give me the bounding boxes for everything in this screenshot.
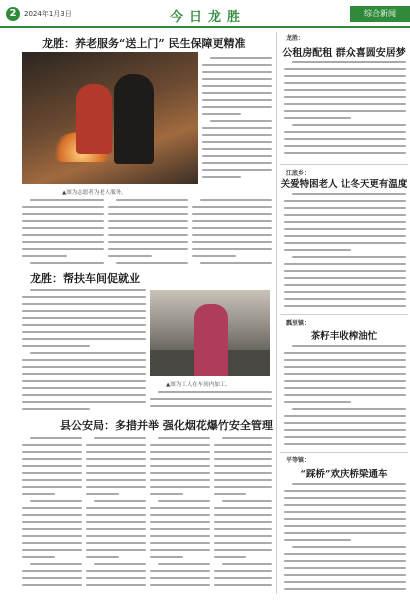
text-line xyxy=(22,581,82,588)
article-2-body-left xyxy=(22,286,146,412)
right-story-2-body xyxy=(284,190,406,312)
text-line xyxy=(22,286,146,293)
text-line xyxy=(22,448,82,455)
text-line xyxy=(22,434,82,441)
text-line xyxy=(108,196,188,203)
text-line xyxy=(22,363,146,370)
newspaper-name: 今日龙胜 xyxy=(170,10,247,25)
text-line xyxy=(284,100,406,107)
article-1-body-col1 xyxy=(22,196,104,266)
right-story-1-kicker: 龙胜： xyxy=(286,35,305,42)
text-line xyxy=(86,455,146,462)
text-line xyxy=(214,504,272,511)
text-line xyxy=(108,259,188,266)
text-line xyxy=(150,490,210,497)
text-line xyxy=(86,560,146,567)
text-line xyxy=(108,252,188,259)
text-line xyxy=(284,79,406,86)
text-line xyxy=(192,252,272,259)
text-line xyxy=(22,210,104,217)
text-line xyxy=(284,494,406,501)
text-line xyxy=(150,441,210,448)
text-line xyxy=(86,490,146,497)
text-line xyxy=(214,532,272,539)
volunteer-figure xyxy=(76,84,112,154)
text-line xyxy=(22,384,146,391)
text-line xyxy=(22,560,82,567)
text-line xyxy=(202,145,272,152)
text-line xyxy=(284,391,406,398)
text-line xyxy=(86,546,146,553)
article-1-headline: 龙胜：养老服务“送上门” 民生保障更精准 xyxy=(42,37,246,50)
text-line xyxy=(108,217,188,224)
text-line xyxy=(284,197,406,204)
text-line xyxy=(284,363,406,370)
section-tag: 综合新闻 xyxy=(350,6,410,22)
text-line xyxy=(192,238,272,245)
right-story-3-kicker: 瓢里镇： xyxy=(286,320,311,327)
text-line xyxy=(214,574,272,581)
text-line xyxy=(284,218,406,225)
text-line xyxy=(22,525,82,532)
text-line xyxy=(284,149,406,156)
text-line xyxy=(86,483,146,490)
text-line xyxy=(192,217,272,224)
text-line xyxy=(150,497,210,504)
text-line xyxy=(22,342,146,349)
text-line xyxy=(22,203,104,210)
text-line xyxy=(284,508,406,515)
text-line xyxy=(150,560,210,567)
right-story-3-headline: 茶籽丰收榨油忙 xyxy=(310,331,378,342)
text-line xyxy=(150,574,210,581)
text-line xyxy=(284,135,406,142)
text-line xyxy=(150,434,210,441)
text-line xyxy=(284,585,406,592)
text-line xyxy=(22,321,146,328)
publication-date: 2024年1月3日 xyxy=(24,10,72,18)
text-line xyxy=(150,525,210,532)
text-line xyxy=(202,103,272,110)
text-line xyxy=(22,539,82,546)
text-line xyxy=(86,434,146,441)
text-line xyxy=(202,110,272,117)
text-line xyxy=(284,128,406,135)
text-line xyxy=(284,121,406,128)
text-line xyxy=(284,281,406,288)
worker-figure xyxy=(194,304,228,376)
text-line xyxy=(108,238,188,245)
text-line xyxy=(22,231,104,238)
text-line xyxy=(202,96,272,103)
article-1-body-right xyxy=(202,54,272,182)
text-line xyxy=(214,511,272,518)
text-line xyxy=(86,581,146,588)
text-line xyxy=(22,546,82,553)
article-1-photo xyxy=(22,52,198,184)
text-line xyxy=(202,75,272,82)
text-line xyxy=(22,469,82,476)
text-line xyxy=(202,124,272,131)
text-line xyxy=(86,532,146,539)
article-3-body-col2 xyxy=(86,434,146,594)
text-line xyxy=(150,553,210,560)
text-line xyxy=(150,462,210,469)
text-line xyxy=(284,536,406,543)
text-line xyxy=(214,560,272,567)
text-line xyxy=(284,225,406,232)
text-line xyxy=(150,483,210,490)
text-line xyxy=(150,539,210,546)
text-line xyxy=(214,469,272,476)
elder-figure xyxy=(114,74,154,164)
text-line xyxy=(22,328,146,335)
text-line xyxy=(284,550,406,557)
text-line xyxy=(214,490,272,497)
text-line xyxy=(202,159,272,166)
text-line xyxy=(284,433,406,440)
text-line xyxy=(192,259,272,266)
masthead-rule xyxy=(0,26,410,28)
text-line xyxy=(22,490,82,497)
text-line xyxy=(284,72,406,79)
text-line xyxy=(214,434,272,441)
text-line xyxy=(284,384,406,391)
text-line xyxy=(22,224,104,231)
text-line xyxy=(150,455,210,462)
text-line xyxy=(284,480,406,487)
article-2-caption: ▲图为工人在车间内加工。 xyxy=(166,382,231,388)
text-line xyxy=(214,462,272,469)
text-line xyxy=(284,405,406,412)
text-line xyxy=(284,253,406,260)
text-line xyxy=(214,476,272,483)
text-line xyxy=(202,152,272,159)
text-line xyxy=(284,501,406,508)
text-line xyxy=(22,335,146,342)
article-3-body-col4 xyxy=(214,434,272,594)
text-line xyxy=(22,497,82,504)
text-line xyxy=(284,571,406,578)
text-line xyxy=(150,402,272,409)
text-line xyxy=(284,377,406,384)
text-line xyxy=(22,259,104,266)
text-line xyxy=(86,476,146,483)
text-line xyxy=(22,314,146,321)
text-line xyxy=(284,522,406,529)
text-line xyxy=(22,356,146,363)
text-line xyxy=(284,65,406,72)
article-2-body-right xyxy=(150,388,272,412)
text-line xyxy=(284,86,406,93)
right-story-2-kicker: 江底乡： xyxy=(286,170,311,177)
text-line xyxy=(150,395,272,402)
text-line xyxy=(150,448,210,455)
text-line xyxy=(214,455,272,462)
article-2-photo xyxy=(150,290,270,376)
text-line xyxy=(284,349,406,356)
text-line xyxy=(108,231,188,238)
text-line xyxy=(22,245,104,252)
text-line xyxy=(22,483,82,490)
text-line xyxy=(86,504,146,511)
text-line xyxy=(214,497,272,504)
right-divider-2 xyxy=(280,314,408,315)
right-story-4-headline: “踩桥”欢庆桥梁通车 xyxy=(300,469,388,480)
text-line xyxy=(202,68,272,75)
right-story-4-kicker: 平等镇： xyxy=(286,457,311,464)
text-line xyxy=(214,441,272,448)
text-line xyxy=(192,210,272,217)
text-line xyxy=(86,448,146,455)
text-line xyxy=(86,511,146,518)
text-line xyxy=(86,469,146,476)
article-2-headline: 龙胜：帮扶车间促就业 xyxy=(30,272,140,285)
text-line xyxy=(284,515,406,522)
right-story-4-body xyxy=(284,480,406,594)
text-line xyxy=(86,567,146,574)
text-line xyxy=(22,455,82,462)
text-line xyxy=(86,497,146,504)
text-line xyxy=(284,288,406,295)
article-1-caption: ▲图为志愿者为老人服务。 xyxy=(62,190,127,196)
text-line xyxy=(284,239,406,246)
text-line xyxy=(150,518,210,525)
article-3-body-col3 xyxy=(150,434,210,594)
text-line xyxy=(22,504,82,511)
text-line xyxy=(284,274,406,281)
text-line xyxy=(192,245,272,252)
text-line xyxy=(192,203,272,210)
text-line xyxy=(22,462,82,469)
text-line xyxy=(150,504,210,511)
text-line xyxy=(284,557,406,564)
text-line xyxy=(284,529,406,536)
text-line xyxy=(22,238,104,245)
text-line xyxy=(214,546,272,553)
text-line xyxy=(22,252,104,259)
text-line xyxy=(284,142,406,149)
right-divider-3 xyxy=(280,452,408,453)
right-story-2-headline: 关爱特困老人 让冬天更有温度 xyxy=(280,179,408,190)
text-line xyxy=(284,232,406,239)
text-line xyxy=(22,532,82,539)
text-line xyxy=(192,196,272,203)
right-story-1-body xyxy=(284,58,406,162)
text-line xyxy=(22,574,82,581)
text-line xyxy=(86,539,146,546)
text-line xyxy=(22,293,146,300)
text-line xyxy=(284,260,406,267)
article-3-body-col1 xyxy=(22,434,82,594)
text-line xyxy=(284,267,406,274)
text-line xyxy=(284,370,406,377)
text-line xyxy=(202,173,272,180)
text-line xyxy=(284,440,406,447)
text-line xyxy=(284,204,406,211)
text-line xyxy=(284,419,406,426)
text-line xyxy=(108,245,188,252)
text-line xyxy=(214,539,272,546)
text-line xyxy=(150,476,210,483)
text-line xyxy=(22,307,146,314)
text-line xyxy=(202,61,272,68)
text-line xyxy=(22,377,146,384)
text-line xyxy=(284,114,406,121)
text-line xyxy=(284,578,406,585)
text-line xyxy=(284,543,406,550)
right-story-1-headline: 公租房配租 群众喜圆安居梦 xyxy=(282,48,406,59)
text-line xyxy=(214,518,272,525)
text-line xyxy=(86,518,146,525)
column-divider xyxy=(276,32,277,594)
text-line xyxy=(202,54,272,61)
text-line xyxy=(284,342,406,349)
text-line xyxy=(22,553,82,560)
text-line xyxy=(150,388,272,395)
article-1-body-col2 xyxy=(108,196,188,266)
text-line xyxy=(284,58,406,65)
text-line xyxy=(86,462,146,469)
text-line xyxy=(284,356,406,363)
text-line xyxy=(284,426,406,433)
text-line xyxy=(150,581,210,588)
text-line xyxy=(192,224,272,231)
text-line xyxy=(86,553,146,560)
text-line xyxy=(150,511,210,518)
text-line xyxy=(214,553,272,560)
text-line xyxy=(214,483,272,490)
text-line xyxy=(202,166,272,173)
text-line xyxy=(22,518,82,525)
text-line xyxy=(150,532,210,539)
text-line xyxy=(214,581,272,588)
text-line xyxy=(22,405,146,412)
text-line xyxy=(284,246,406,253)
right-story-3-body xyxy=(284,342,406,450)
page-number: 2 xyxy=(6,7,20,21)
text-line xyxy=(202,117,272,124)
text-line xyxy=(214,448,272,455)
text-line xyxy=(284,190,406,197)
masthead xyxy=(0,0,410,28)
text-line xyxy=(22,476,82,483)
text-line xyxy=(202,131,272,138)
text-line xyxy=(86,574,146,581)
text-line xyxy=(192,231,272,238)
text-line xyxy=(22,567,82,574)
text-line xyxy=(86,441,146,448)
text-line xyxy=(284,302,406,309)
text-line xyxy=(22,441,82,448)
text-line xyxy=(108,210,188,217)
text-line xyxy=(22,217,104,224)
text-line xyxy=(284,564,406,571)
text-line xyxy=(202,138,272,145)
text-line xyxy=(86,525,146,532)
text-line xyxy=(214,525,272,532)
text-line xyxy=(284,412,406,419)
text-line xyxy=(22,196,104,203)
article-1-body-col3 xyxy=(192,196,272,266)
text-line xyxy=(284,487,406,494)
text-line xyxy=(284,107,406,114)
text-line xyxy=(22,349,146,356)
text-line xyxy=(108,224,188,231)
text-line xyxy=(284,295,406,302)
text-line xyxy=(284,93,406,100)
article-3-headline: 县公安局：多措并举 强化烟花爆竹安全管理 xyxy=(60,419,273,432)
text-line xyxy=(284,398,406,405)
right-divider-1 xyxy=(280,164,408,165)
text-line xyxy=(22,300,146,307)
text-line xyxy=(150,567,210,574)
text-line xyxy=(22,398,146,405)
text-line xyxy=(150,546,210,553)
text-line xyxy=(22,370,146,377)
text-line xyxy=(284,211,406,218)
text-line xyxy=(202,89,272,96)
text-line xyxy=(150,469,210,476)
text-line xyxy=(22,391,146,398)
text-line xyxy=(108,203,188,210)
text-line xyxy=(202,82,272,89)
text-line xyxy=(214,567,272,574)
text-line xyxy=(22,511,82,518)
